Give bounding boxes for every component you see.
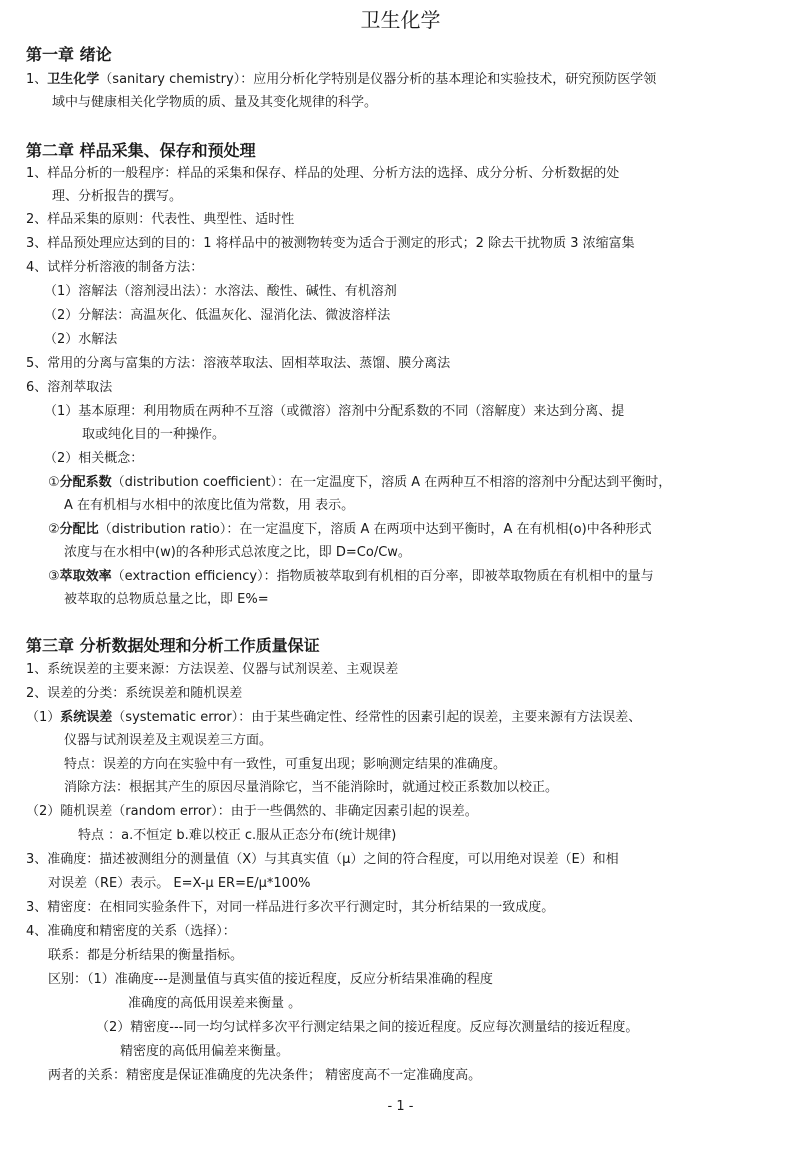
ch3-item-4: 4、准确度和精密度的关系（选择）： (26, 924, 236, 939)
ch2-item-6: 6、溶剂萃取法 (26, 380, 113, 395)
systematic-error-marker: （1） (26, 710, 61, 725)
relation-difference-2-continued: 精密度的高低用偏差来衡量。 (120, 1044, 290, 1059)
systematic-error-text: （systematic error）：由于某些确定性、经常性的因素引起的误差，主要来源有方法误差、 (112, 710, 642, 725)
ch2-item-1-continued: 理、分析报告的撰写。 (52, 189, 183, 204)
ch1-item-1-text: （sanitary chemistry）：应用分析化学特别是仪器分析的基本理论和实验技术，研究预防医学领 (99, 72, 657, 87)
ch2-item-4-sub-2: （2）分解法：高温灰化、低温灰化、湿消化法、微波溶样法 (44, 308, 391, 323)
concept-3-text: （extraction efficiency）：指物质被萃取到有机相的百分率，即被萃取物质在有机相中的量与 (111, 569, 654, 584)
concept-3-marker: ③ (48, 569, 60, 584)
systematic-error-continued: 仪器与试剂误差及主观误差三方面。 (64, 733, 273, 748)
chapter-3-heading: 第三章 分析数据处理和分析工作质量保证 (26, 636, 320, 655)
page-number: - 1 - (387, 1099, 414, 1114)
ch2-item-3: 3、样品预处理应达到的目的：1 将样品中的被测物转变为适合于测定的形式；2 除去干扰物质 3 浓缩富集 (26, 236, 635, 251)
ch3-item-3-precision: 3、精密度：在相同实验条件下，对同一样品进行多次平行测定时，其分析结果的一致成度。 (26, 900, 555, 915)
relation-difference-1-continued: 准确度的高低用误差来衡量 。 (128, 996, 302, 1011)
systematic-error-features: 特点：误差的方向在实验中有一致性，可重复出现；影响测定结果的准确度。 (64, 757, 507, 772)
ch2-item-2: 2、样品采集的原则：代表性、典型性、适时性 (26, 212, 295, 227)
systematic-error-elimination: 消除方法：根据其产生的原因尽量消除它，当不能消除时，就通过校正系数加以校正。 (64, 780, 559, 795)
ch1-item-1-prefix: 1、 (26, 72, 48, 87)
concept-1-text: （distribution coefficient）：在一定温度下，溶质 A 在两种互不相溶的溶剂中分配达到平衡时， (111, 475, 672, 490)
relation-difference-2: （2）精密度---同一均匀试样多次平行测定结果之间的接近程度。反应每次测量结的接近程度。 (96, 1020, 639, 1035)
concept-2-term: 分配比 (59, 522, 99, 537)
concept-distribution-ratio (48, 520, 652, 540)
relation-link: 联系：都是分析结果的衡量指标。 (48, 948, 244, 963)
ch1-item-1-term: 卫生化学 (47, 72, 100, 87)
systematic-error (26, 708, 641, 728)
relation-summary: 两者的关系：精密度是保证准确度的先决条件； 精密度高不一定准确度高。 (48, 1068, 482, 1083)
concept-1-marker: ① (48, 475, 60, 490)
concept-extraction-efficiency (48, 567, 654, 587)
ch3-item-3-accuracy: 3、准确度：描述被测组分的测量值（X）与其真实值（μ）之间的符合程度，可以用绝对误差（E）和相 (26, 852, 619, 867)
concept-1-term: 分配系数 (59, 475, 112, 490)
ch3-item-2: 2、误差的分类：系统误差和随机误差 (26, 686, 243, 701)
ch1-item-1 (26, 70, 656, 90)
chapter-1-heading: 第一章 绪论 (26, 45, 112, 64)
ch2-item-4-sub-1: （1）溶解法（溶剂浸出法）：水溶法、酸性、碱性、有机溶剂 (44, 284, 397, 299)
ch3-item-3-accuracy-continued: 对误差（RE）表示。 E=X-μ ER=E/μ*100% (48, 876, 311, 891)
concept-2-continued: 浓度与在水相中(w)的各种形式总浓度之比，即 D=Co/Cw。 (64, 545, 411, 560)
concept-2-marker: ② (48, 522, 60, 537)
ch2-item-5: 5、常用的分离与富集的方法：溶液萃取法、固相萃取法、蒸馏、膜分离法 (26, 356, 451, 371)
concept-3-term: 萃取效率 (59, 569, 112, 584)
ch3-item-1: 1、系统误差的主要来源：方法误差、仪器与试剂误差、主观误差 (26, 662, 399, 677)
concept-3-continued: 被萃取的总物质总量之比，即 E%= (64, 592, 269, 607)
concept-1-continued: A 在有机相与水相中的浓度比值为常数，用 表示。 (64, 498, 355, 513)
ch2-item-6-sub-1-continued: 取或纯化目的一种操作。 (82, 427, 226, 442)
ch2-item-4-sub-3: （2）水解法 (44, 332, 118, 347)
ch2-item-1: 1、样品分析的一般程序：样品的采集和保存、样品的处理、分析方法的选择、成分分析、分析数据的处 (26, 166, 620, 181)
relation-difference-1: 区别：（1）准确度---是测量值与真实值的接近程度，反应分析结果准确的程度 (48, 972, 493, 987)
random-error: （2）随机误差（random error）：由于一些偶然的、非确定因素引起的误差。 (26, 804, 478, 819)
ch2-item-6-sub-2: （2）相关概念： (44, 451, 144, 466)
concept-2-text: （distribution ratio）：在一定温度下，溶质 A 在两项中达到平衡时，A 在有机相(o)中各种形式 (98, 522, 652, 537)
document-title: 卫生化学 (360, 8, 441, 32)
chapter-2-heading: 第二章 样品采集、保存和预处理 (26, 141, 256, 160)
random-error-features: 特点 ：a.不恒定 b.难以校正 c.服从正态分布(统计规律) (78, 828, 397, 843)
concept-distribution-coefficient (48, 473, 671, 493)
ch2-item-4: 4、试样分析溶液的制备方法： (26, 260, 204, 275)
ch1-item-1-continued: 域中与健康相关化学物质的质、量及其变化规律的科学。 (52, 95, 378, 110)
ch2-item-6-sub-1: （1）基本原理：利用物质在两种不互溶（或微溶）溶剂中分配系数的不同（溶解度）来达到分离、提 (44, 404, 625, 419)
systematic-error-term: 系统误差 (60, 710, 113, 725)
